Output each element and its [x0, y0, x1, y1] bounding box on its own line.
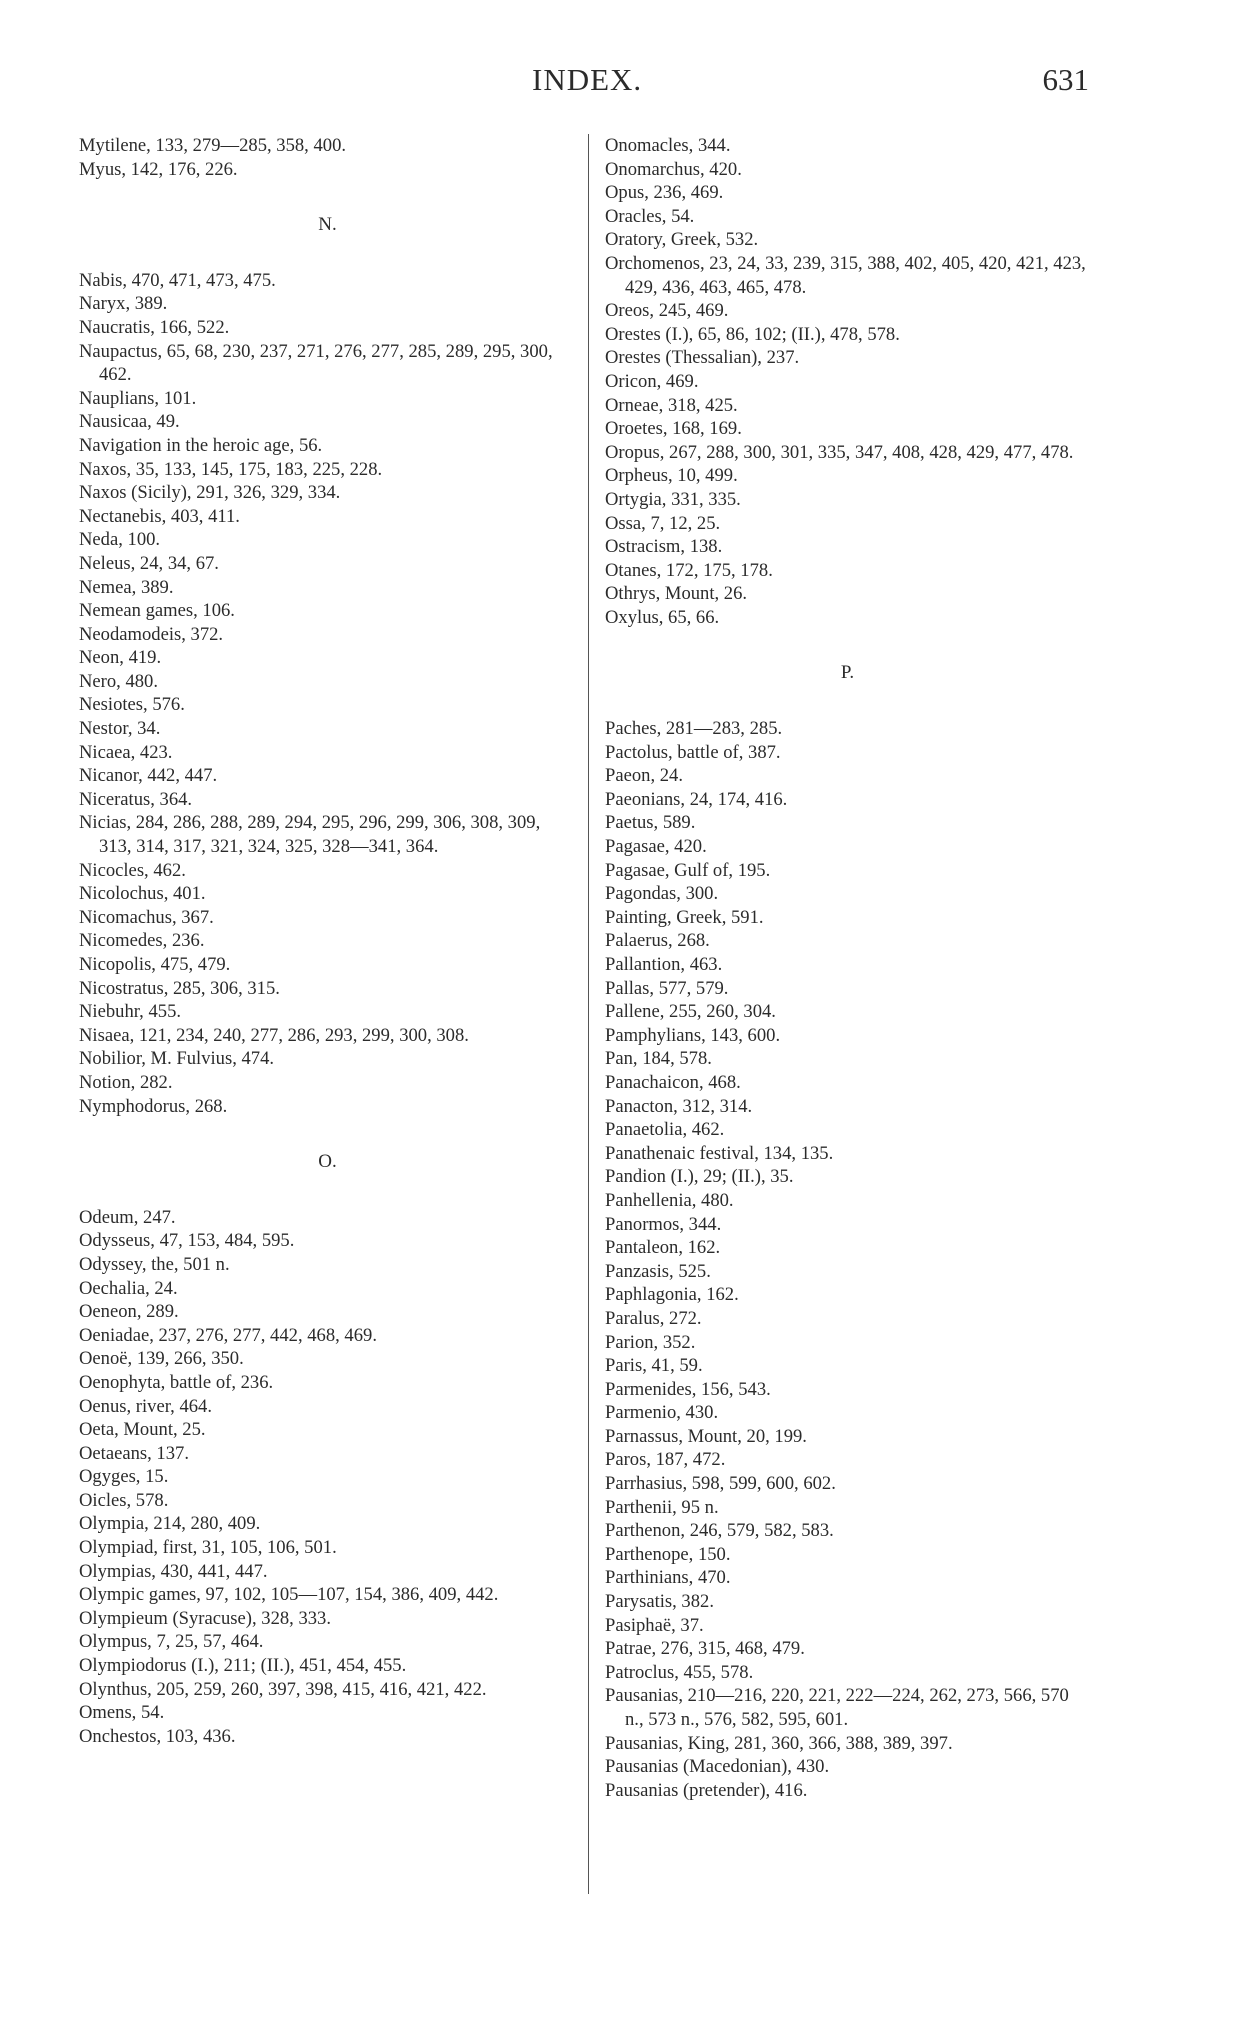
index-entry: Myus, 142, 176, 226.	[79, 158, 238, 180]
running-title: INDEX.	[532, 62, 643, 97]
index-entry: Nicolochus, 401.	[79, 883, 206, 905]
index-entry: Nauplians, 101.	[79, 387, 197, 409]
index-entry: Parion, 352.	[605, 1331, 696, 1353]
index-entry: Parthenope, 150.	[605, 1543, 731, 1565]
index-entry: Othrys, Mount, 26.	[605, 583, 748, 605]
index-entry: Naxos (Sicily), 291, 326, 329, 334.	[79, 482, 341, 504]
column-divider	[588, 134, 589, 1894]
index-entry: Palaerus, 268.	[605, 930, 710, 952]
index-entry: Pan, 184, 578.	[605, 1048, 712, 1070]
index-entry: Orestes (I.), 65, 86, 102; (II.), 478, 578.	[605, 323, 900, 345]
index-entry: Naucratis, 166, 522.	[79, 316, 230, 338]
index-entry: Notion, 282.	[79, 1071, 173, 1093]
index-entry: Panzasis, 525.	[605, 1260, 711, 1282]
section-letter-n: N.	[318, 214, 337, 236]
index-entry: Parmenides, 156, 543.	[605, 1378, 771, 1400]
index-entry: Panaetolia, 462.	[605, 1119, 725, 1141]
index-entry: Oenophyta, battle of, 236.	[79, 1371, 274, 1393]
index-entry: Pamphylians, 143, 600.	[605, 1024, 781, 1046]
index-entry: Nesiotes, 576.	[79, 694, 185, 716]
index-entry: Panathenaic festival, 134, 135.	[605, 1142, 834, 1164]
index-entry: Nausicaa, 49.	[79, 411, 180, 433]
index-entry: Nemean games, 106.	[79, 600, 235, 622]
index-entry: Nymphodorus, 268.	[79, 1095, 228, 1117]
index-entry: Nemea, 389.	[79, 576, 174, 598]
index-entry: Pausanias (pretender), 416.	[605, 1779, 808, 1801]
index-entry: Nabis, 470, 471, 473, 475.	[79, 269, 276, 291]
index-entry: Oicles, 578.	[79, 1489, 169, 1511]
index-entry: Niceratus, 364.	[79, 788, 193, 810]
index-entry: Oxylus, 65, 66.	[605, 606, 720, 628]
index-entry: Paetus, 589.	[605, 812, 696, 834]
index-entry: Onomarchus, 420.	[605, 158, 742, 180]
index-entry: Orchomenos, 23, 24, 33, 239, 315, 388, 402, 405, 420, 421, 423, 429, 436, 463, 465, 478.	[605, 252, 1086, 298]
index-entry: Olympiodorus (I.), 211; (II.), 451, 454, 455.	[79, 1655, 407, 1677]
index-entry: Neda, 100.	[79, 529, 161, 551]
index-entry: Nestor, 34.	[79, 718, 161, 740]
index-entry: Pausanias, 210—216, 220, 221, 222—224, 262, 273, 566, 570 n., 573 n., 576, 582, 595, 601.	[605, 1685, 1069, 1730]
index-entry: Painting, Greek, 591.	[605, 906, 764, 928]
entry-list-top	[79, 134, 576, 181]
right-column	[605, 134, 1090, 1802]
index-entry: Parthenii, 95 n.	[605, 1496, 719, 1518]
index-entry: Parnassus, Mount, 20, 199.	[605, 1425, 807, 1447]
index-entry: Pandion (I.), 29; (II.), 35.	[605, 1166, 794, 1188]
index-entry: Parthenon, 246, 579, 582, 583.	[605, 1520, 834, 1542]
index-entry: Parthinians, 470.	[605, 1567, 731, 1589]
index-entry: Paeonians, 24, 174, 416.	[605, 788, 788, 810]
index-entry: Olynthus, 205, 259, 260, 397, 398, 415, 416, 421, 422.	[79, 1678, 487, 1700]
index-entry: Oenus, river, 464.	[79, 1395, 212, 1417]
index-entry: Pallene, 255, 260, 304.	[605, 1001, 776, 1023]
index-entry: Nicias, 284, 286, 288, 289, 294, 295, 296, 299, 306, 308, 309, 313, 314, 317, 321, 324, 325, 328—341, 364.	[79, 812, 541, 858]
index-entry: Olympieum (Syracuse), 328, 333.	[79, 1607, 332, 1629]
index-entry: Parmenio, 430.	[605, 1402, 719, 1424]
index-entry: Oeta, Mount, 25.	[79, 1419, 206, 1441]
page-number: 631	[1042, 62, 1089, 97]
index-entry: Oechalia, 24.	[79, 1277, 178, 1299]
index-entry: Ostracism, 138.	[605, 536, 723, 558]
index-entry: Pantaleon, 162.	[605, 1237, 721, 1259]
entry-list-o	[79, 1206, 576, 1749]
index-entry: Pallantion, 463.	[605, 954, 723, 975]
index-entry: Oracles, 54.	[605, 205, 695, 227]
index-entry: Neodamodeis, 372.	[79, 623, 224, 645]
index-entry: Nectanebis, 403, 411.	[79, 505, 240, 527]
index-entry: Otanes, 172, 175, 178.	[605, 559, 773, 581]
index-entry: Nicaea, 423.	[79, 741, 173, 763]
section-letter-p: P.	[840, 662, 855, 684]
entry-list-p	[605, 717, 1090, 1802]
index-entry: Panormos, 344.	[605, 1213, 722, 1235]
section-letter-o: O.	[318, 1151, 337, 1173]
index-entry: Pagasae, Gulf of, 195.	[605, 859, 771, 881]
index-entry: Nicanor, 442, 447.	[79, 765, 218, 787]
index-entry: Pallas, 577, 579.	[605, 977, 729, 999]
index-entry: Pagondas, 300.	[605, 883, 719, 905]
index-entry: Olympic games, 97, 102, 105—107, 154, 386, 409, 442.	[79, 1584, 499, 1606]
index-entry: Oreos, 245, 469.	[605, 300, 729, 322]
index-entry: Oricon, 469.	[605, 370, 699, 392]
index-entry: Odeum, 247.	[79, 1206, 176, 1228]
index-entry: Panhellenia, 480.	[605, 1189, 734, 1211]
index-entry: Olympias, 430, 441, 447.	[79, 1560, 268, 1582]
entry-list-n	[79, 269, 576, 1118]
index-entry: Paris, 41, 59.	[605, 1355, 703, 1377]
index-entry: Paeon, 24.	[605, 765, 683, 787]
left-column	[79, 134, 576, 1748]
index-entry: Pausanias, King, 281, 360, 366, 388, 389, 397.	[605, 1732, 953, 1754]
index-entry: Orestes (Thessalian), 237.	[605, 347, 800, 369]
index-entry: Nero, 480.	[79, 670, 159, 692]
index-entry: Orpheus, 10, 499.	[605, 465, 738, 487]
index-entry: Ossa, 7, 12, 25.	[605, 512, 721, 534]
index-entry: Paches, 281—283, 285.	[605, 718, 783, 740]
page-header	[0, 62, 1234, 106]
index-entry: Ortygia, 331, 335.	[605, 488, 741, 510]
index-entry: Mytilene, 133, 279—285, 358, 400.	[79, 135, 347, 156]
index-entry: Nicomedes, 236.	[79, 930, 205, 952]
index-entry: Paralus, 272.	[605, 1307, 702, 1329]
index-entry: Parysatis, 382.	[605, 1591, 714, 1613]
index-entry: Patrae, 276, 315, 468, 479.	[605, 1638, 805, 1660]
index-entry: Olympus, 7, 25, 57, 464.	[79, 1631, 264, 1653]
index-entry: Oeneon, 289.	[79, 1301, 179, 1323]
index-entry: Oetaeans, 137.	[79, 1442, 189, 1464]
index-entry: Olympiad, first, 31, 105, 106, 501.	[79, 1537, 337, 1559]
index-entry: Pasiphaë, 37.	[605, 1614, 704, 1636]
index-entry: Odysseus, 47, 153, 484, 595.	[79, 1230, 295, 1252]
index-entry: Nicomachus, 367.	[79, 906, 214, 928]
index-entry: Olympia, 214, 280, 409.	[79, 1513, 261, 1535]
index-entry: Panachaicon, 468.	[605, 1071, 741, 1093]
index-entry: Nisaea, 121, 234, 240, 277, 286, 293, 299, 300, 308.	[79, 1024, 469, 1046]
index-entry: Orneae, 318, 425.	[605, 394, 738, 416]
index-entry: Oropus, 267, 288, 300, 301, 335, 347, 408, 428, 429, 477, 478.	[605, 441, 1074, 463]
index-entry: Omens, 54.	[79, 1702, 165, 1724]
index-entry: Oratory, Greek, 532.	[605, 229, 759, 251]
index-entry: Onomacles, 344.	[605, 135, 731, 156]
index-entry: Niebuhr, 455.	[79, 1001, 182, 1023]
index-entry: Oeniadae, 237, 276, 277, 442, 468, 469.	[79, 1324, 377, 1346]
index-entry: Neon, 419.	[79, 647, 162, 669]
index-entry: Neleus, 24, 34, 67.	[79, 552, 219, 574]
index-entry: Onchestos, 103, 436.	[79, 1725, 236, 1747]
index-entry: Naryx, 389.	[79, 293, 168, 315]
index-entry: Ogyges, 15.	[79, 1466, 169, 1488]
index-entry: Nicostratus, 285, 306, 315.	[79, 977, 280, 999]
index-entry: Odyssey, the, 501 n.	[79, 1253, 230, 1275]
index-entry: Opus, 236, 469.	[605, 182, 724, 204]
index-entry: Paros, 187, 472.	[605, 1449, 726, 1471]
index-entry: Pagasae, 420.	[605, 836, 707, 858]
index-entry: Pactolus, battle of, 387.	[605, 741, 781, 763]
entry-list-o-continued	[605, 134, 1090, 629]
index-entry: Nicopolis, 475, 479.	[79, 954, 231, 975]
index-entry: Naupactus, 65, 68, 230, 237, 271, 276, 277, 285, 289, 295, 300, 462.	[79, 340, 553, 386]
index-entry: Nobilior, M. Fulvius, 474.	[79, 1048, 275, 1070]
index-entry: Parrhasius, 598, 599, 600, 602.	[605, 1473, 836, 1495]
index-entry: Oroetes, 168, 169.	[605, 418, 742, 440]
index-entry: Pausanias (Macedonian), 430.	[605, 1756, 830, 1778]
index-entry: Patroclus, 455, 578.	[605, 1661, 754, 1683]
index-entry: Oenoë, 139, 266, 350.	[79, 1348, 244, 1370]
index-entry: Navigation in the heroic age, 56.	[79, 434, 323, 456]
index-entry: Panacton, 312, 314.	[605, 1095, 753, 1117]
index-entry: Nicocles, 462.	[79, 859, 186, 881]
index-entry: Naxos, 35, 133, 145, 175, 183, 225, 228.	[79, 458, 383, 480]
index-entry: Paphlagonia, 162.	[605, 1284, 739, 1306]
